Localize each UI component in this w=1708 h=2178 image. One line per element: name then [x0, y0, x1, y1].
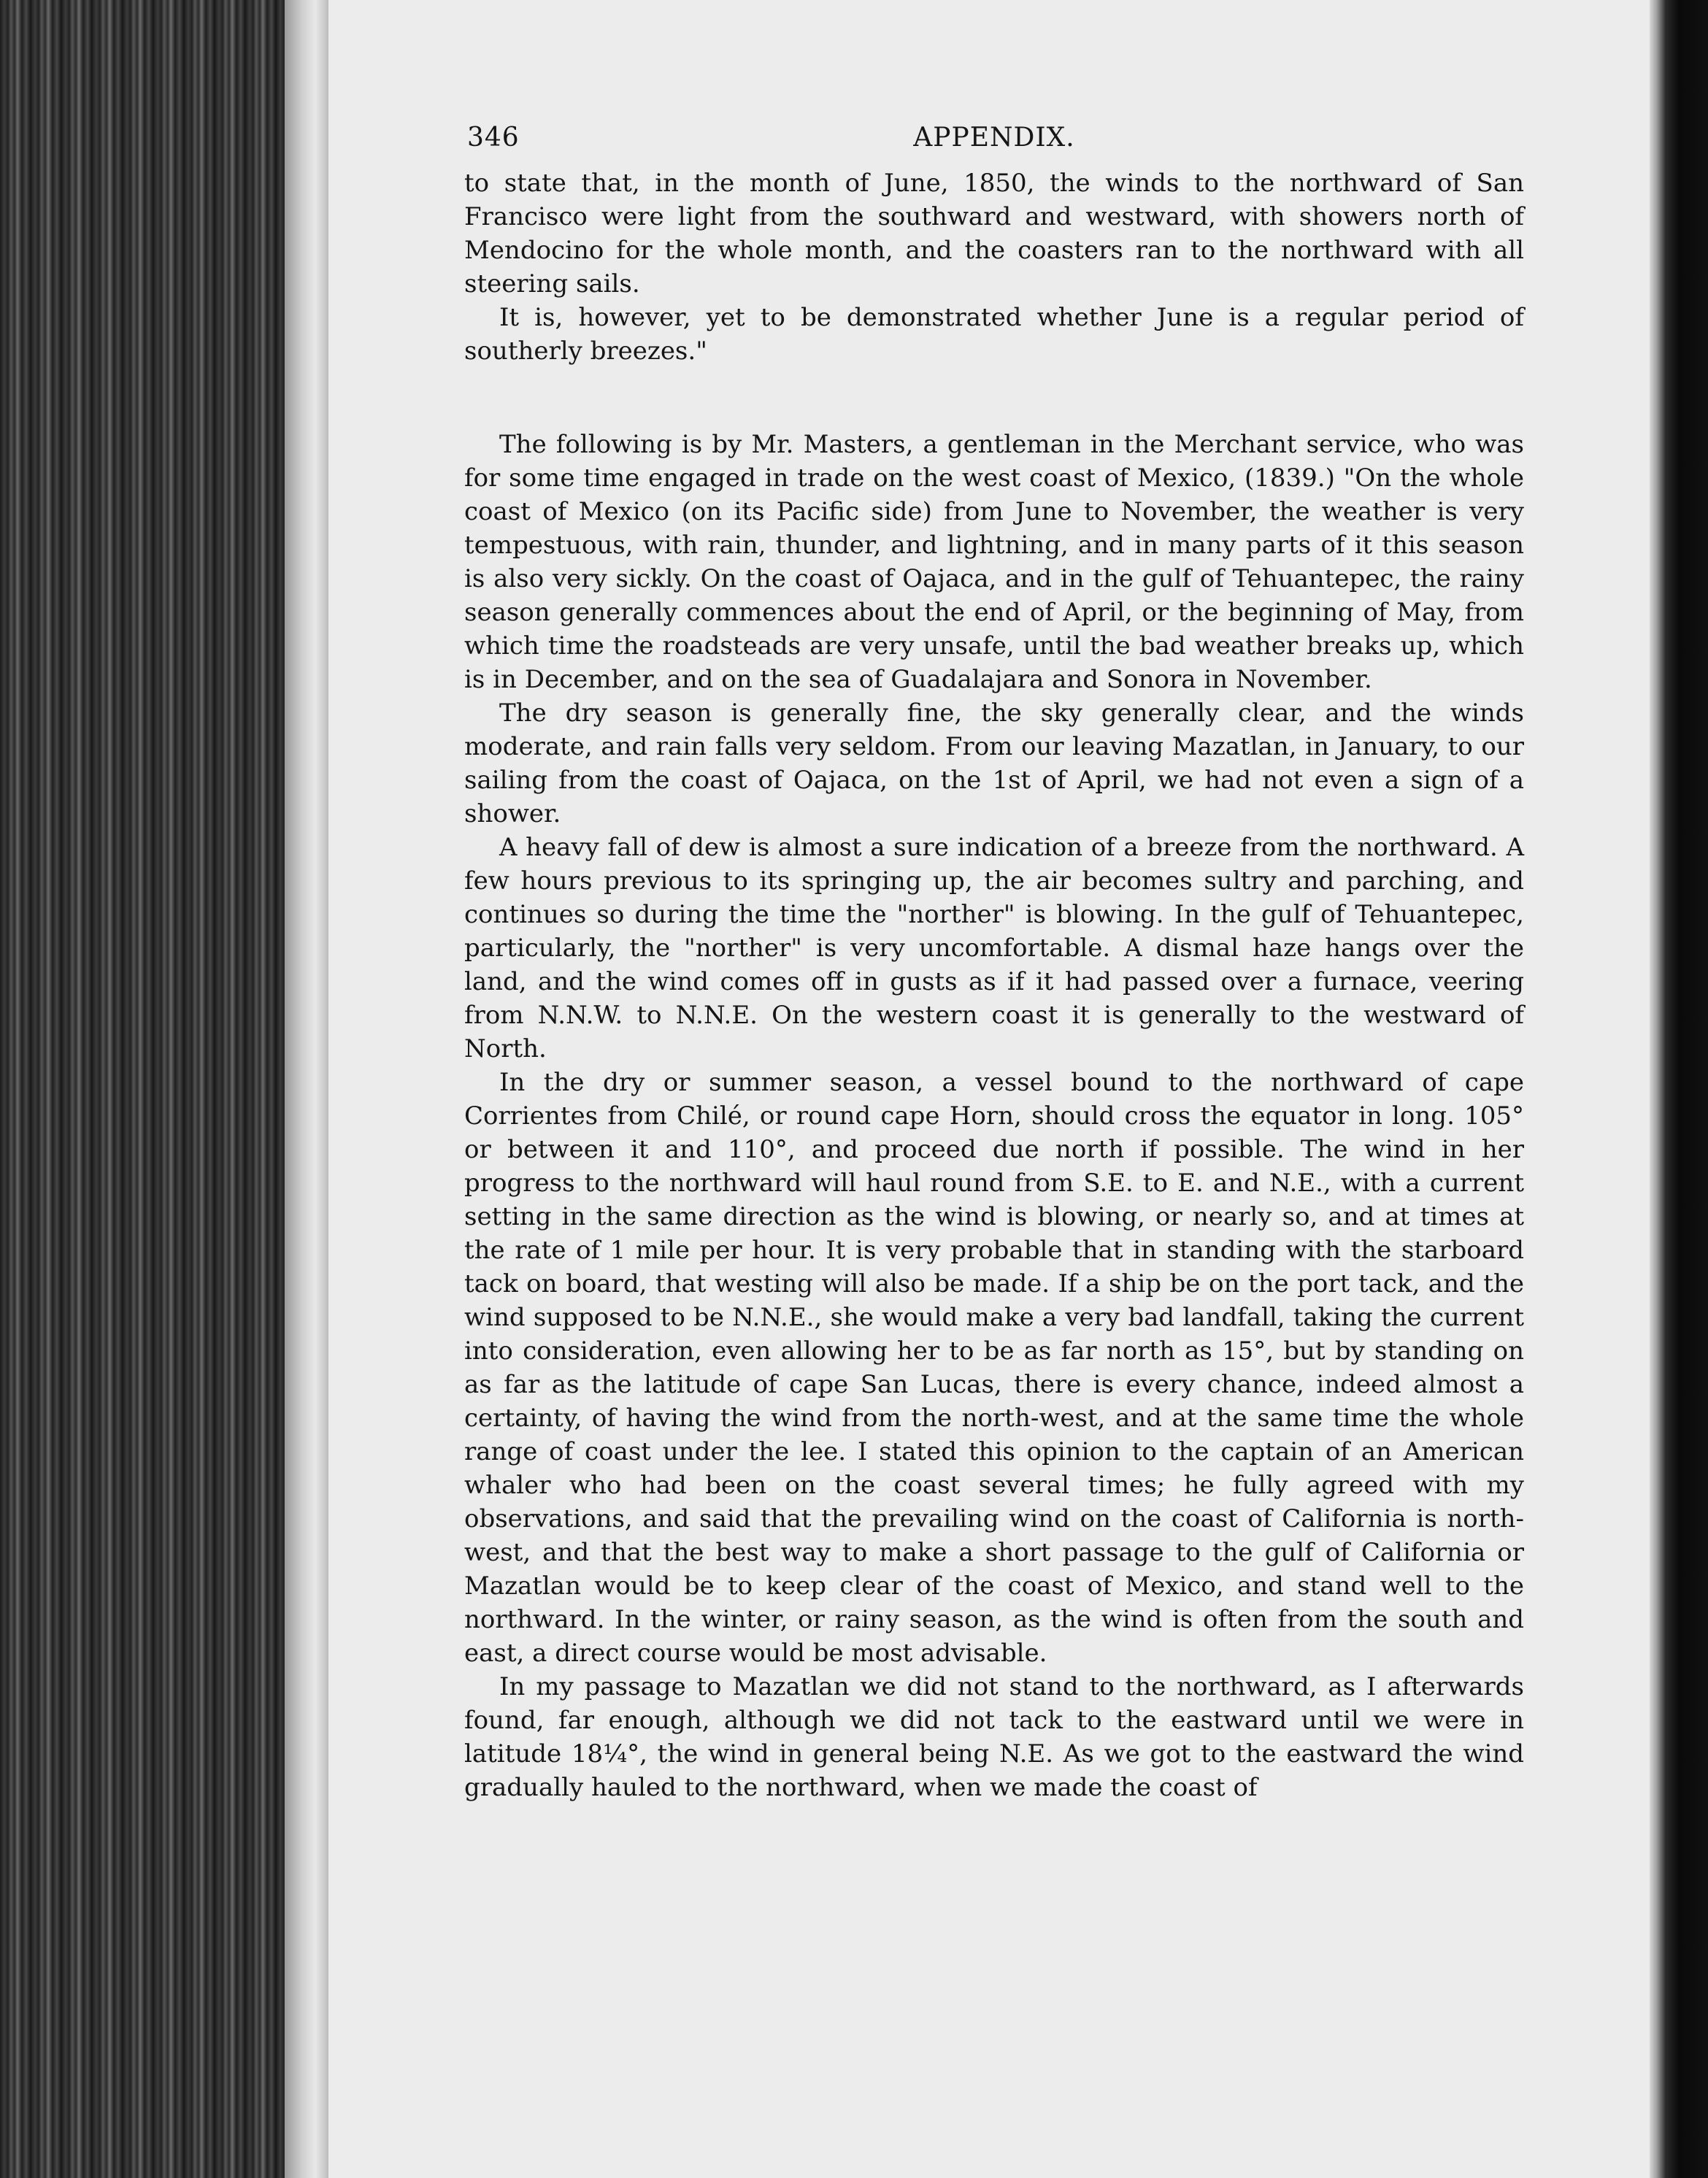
- right-page-edge: [1650, 0, 1708, 2178]
- paragraph-continuation: to state that, in the month of June, 1850, the winds to the northward of San Francisco were light from the southward and westward, with showers north of Mendocino for the whole month, and the coasters ran to the northward with all steering sails.: [464, 169, 1524, 299]
- paragraph: It is, however, yet to be demonstrated whether June is a regular period of southerly breezes.": [464, 303, 1524, 366]
- page-number: 346: [467, 123, 520, 153]
- paragraph: The dry season is generally fine, the sky generally clear, and the winds moderate, and rain falls very seldom. From our leaving Mazatlan, in January, to our sailing from the coast of Oajaca, on the 1st of April, we had not even a sign of a shower.: [464, 699, 1524, 828]
- running-title: APPENDIX.: [913, 123, 1075, 153]
- paragraph: A heavy fall of dew is almost a sure indication of a breeze from the northward. A few hours previous to its springing up, the air becomes sultry and parching, and continues so during the time the "norther" is blowing. In the gulf of Tehuantepec, particularly, the "norther" is very uncomfortable. A dismal haze hangs over the land, and the wind comes off in gusts as if it had passed over a furnace, veering from N.N.W. to N.N.E. On the western coast it is generally to the westward of North.: [464, 833, 1524, 1063]
- running-header: [464, 123, 1524, 166]
- page-content: [464, 123, 1524, 1804]
- paragraph: In the dry or summer season, a vessel bound to the northward of cape Corrientes from Chilé, or round cape Horn, should cross the equator in long. 105° or between it and 110°, and proceed due north if possible. The wind in her progress to the northward will haul round from S.E. to E. and N.E., with a current setting in the same direction as the wind is blowing, or nearly so, and at times at the rate of 1 mile per hour. It is very probable that in standing with the starboard tack on board, that westing will also be made. If a ship be on the port tack, and the wind supposed to be N.N.E., she would make a very bad landfall, taking the current into consideration, even allowing her to be as far north as 15°, but by standing on as far as the latitude of cape San Lucas, there is every chance, indeed almost a certainty, of having the wind from the north-west, and at the same time the whole range of coast under the lee. I stated this opinion to the captain of an American whaler who had been on the coast several times; he fully agreed with my observations, and said that the prevailing wind on the coast of California is north-west, and that the best way to make a short passage to the gulf of California or Mazatlan would be to keep clear of the coast of Mexico, and stand well to the northward. In the winter, or rainy season, as the wind is often from the south and east, a direct course would be most advisable.: [464, 1068, 1524, 1668]
- paragraph: In my passage to Mazatlan we did not stand to the northward, as I afterwards found, far enough, although we did not tack to the eastward until we were in latitude 18¼°, the wind in general being N.E. As we got to the eastward the wind gradually hauled to the northward, when we made the coast of: [464, 1672, 1524, 1802]
- paragraph-masters-intro: The following is by Mr. Masters, a gentleman in the Merchant service, who was for some time engaged in trade on the west coast of Mexico, (1839.) "On the whole coast of Mexico (on its Pacific side) from June to November, the weather is very tempestuous, with rain, thunder, and lightning, and in many parts of it this season is also very sickly. On the coast of Oajaca, and in the gulf of Tehuantepec, the rainy season generally commences about the end of April, or the beginning of May, from which time the roadsteads are very unsafe, until the bad weather breaks up, which is in December, and on the sea of Guadalajara and Sonora in November.: [464, 430, 1524, 694]
- body-text: [464, 166, 1524, 1804]
- book-spine-edge: [0, 0, 328, 2178]
